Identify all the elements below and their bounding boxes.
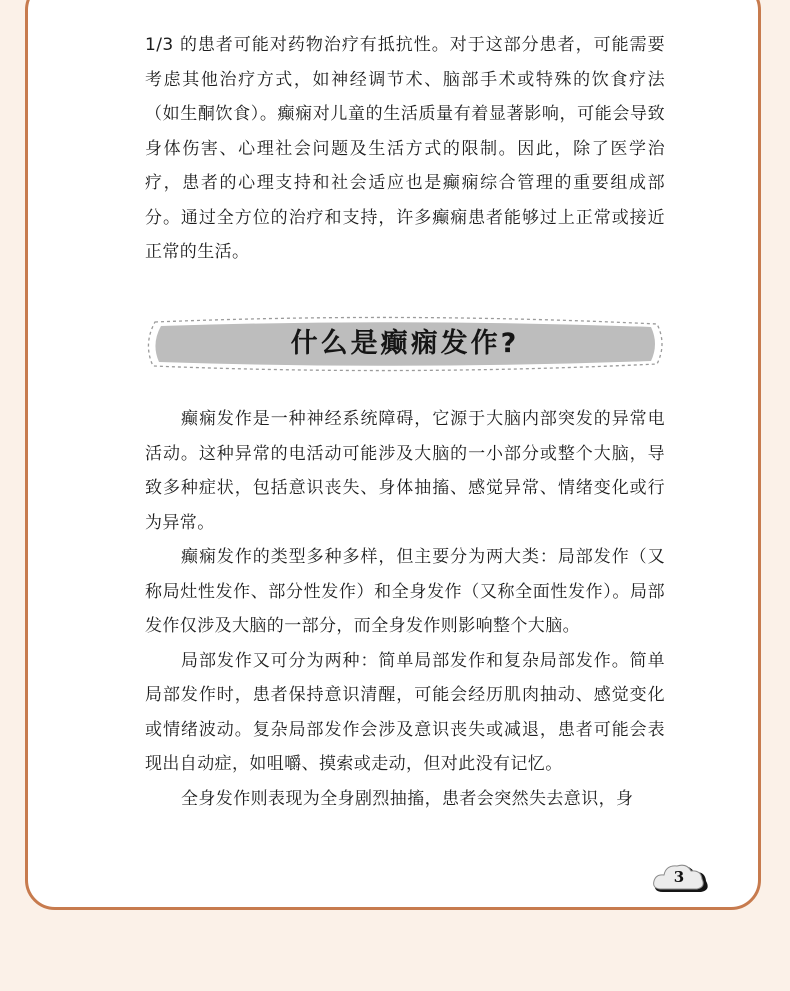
- body-paragraph: 癫痫发作是一种神经系统障碍，它源于大脑内部突发的异常电活动。这种异常的电活动可能涉及大脑的一小部分或整个大脑，导致多种症状，包括意识丧失、身体抽搐、感觉异常、情绪变化或行为异常。: [145, 409, 665, 533]
- page-number-badge: [651, 858, 713, 900]
- section-title-banner: [145, 314, 665, 374]
- section-title: 什么是癫痫发作?: [290, 328, 520, 359]
- body-paragraph: 局部发作又可分为两种：简单局部发作和复杂局部发作。简单局部发作时，患者保持意识清醒，可能会经历肌肉抽动、感觉变化或情绪波动。复杂局部发作会涉及意识丧失或减退，患者可能会表现出自动症，如咀嚼、摸索或走动，但对此没有记忆。: [145, 650, 665, 774]
- body-paragraph: 全身发作则表现为全身剧烈抽搐，患者会突然失去意识，身: [181, 788, 634, 809]
- page-number: 3: [673, 868, 685, 886]
- intro-paragraph: 1/3 的患者可能对药物治疗有抵抗性。对于这部分患者，可能需要考虑其他治疗方式，如神经调节术、脑部手术或特殊的饮食疗法（如生酮饮食）。癫痫对儿童的生活质量有着显著影响，可能会导致身体伤害、心理社会问题及生活方式的限制。因此，除了医学治疗，患者的心理支持和社会适应也是癫痫综合管理的重要组成部分。通过全方位的治疗和支持，许多癫痫患者能够过上正常或接近正常的生活。: [145, 35, 665, 262]
- section-body: [145, 402, 665, 816]
- intro-text-block: [145, 28, 665, 270]
- body-paragraph: 癫痫发作的类型多种多样，但主要分为两大类：局部发作（又称局灶性发作、部分性发作）和全身发作（又称全面性发作）。局部发作仅涉及大脑的一部分，而全身发作则影响整个大脑。: [145, 547, 665, 636]
